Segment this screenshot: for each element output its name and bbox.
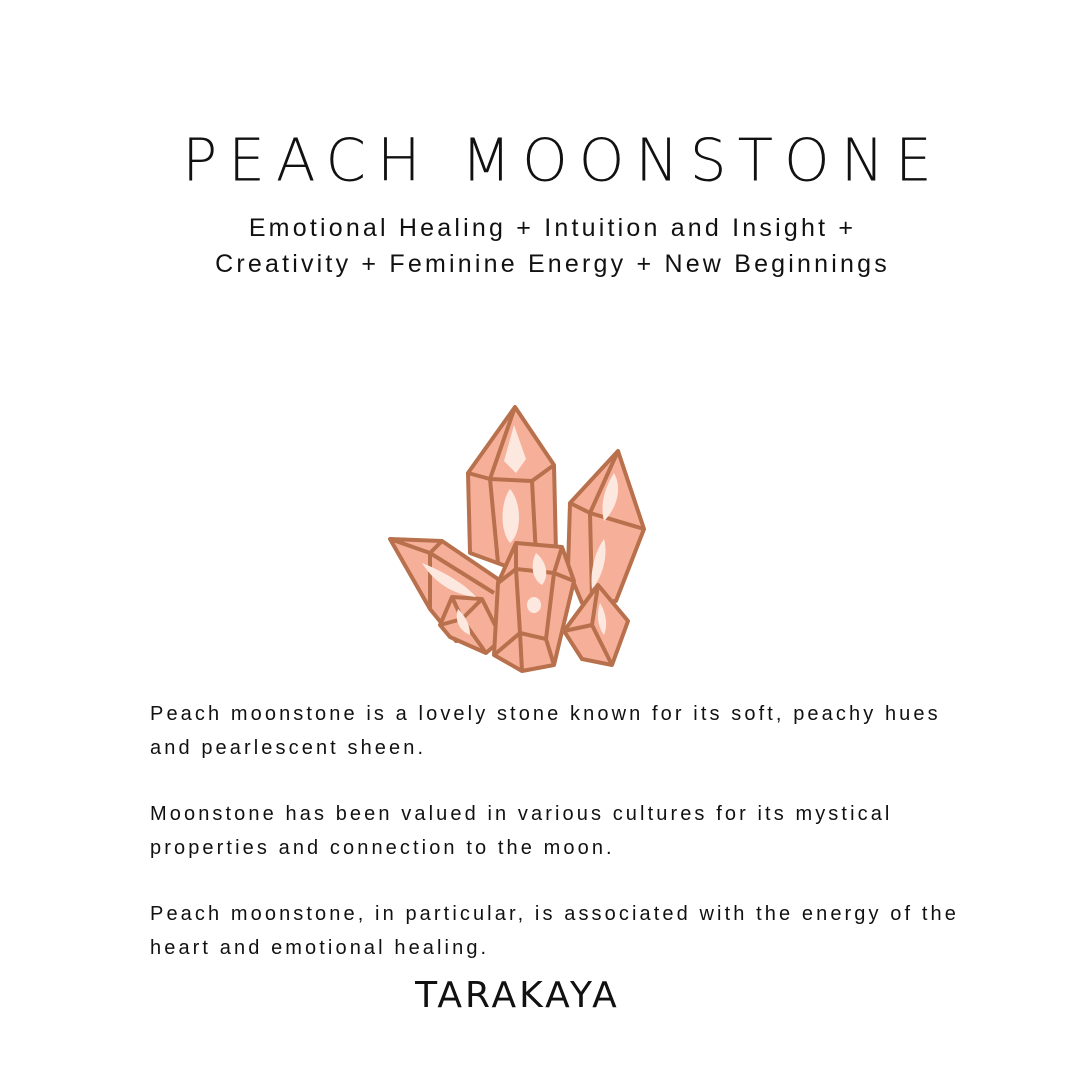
peach-crystal-cluster-icon <box>386 403 648 675</box>
page-title: PEACH MOONSTONE <box>182 125 943 195</box>
description <box>150 698 960 998</box>
properties-subtitle: Emotional Healing + Intuition and Insight + Creativity + Feminine Energy + New Beginnings <box>215 214 890 278</box>
description-paragraph-2: Moonstone has been valued in various cultures for its mystical properties and connection to the moon. <box>150 803 893 859</box>
description-paragraph-1: Peach moonstone is a lovely stone known for its soft, peachy hues and pearlescent sheen. <box>150 703 941 759</box>
description-paragraph-3: Peach moonstone, in particular, is associated with the energy of the heart and emotional healing. <box>150 903 959 959</box>
brand-logo: TARAKAYA <box>415 975 620 1016</box>
